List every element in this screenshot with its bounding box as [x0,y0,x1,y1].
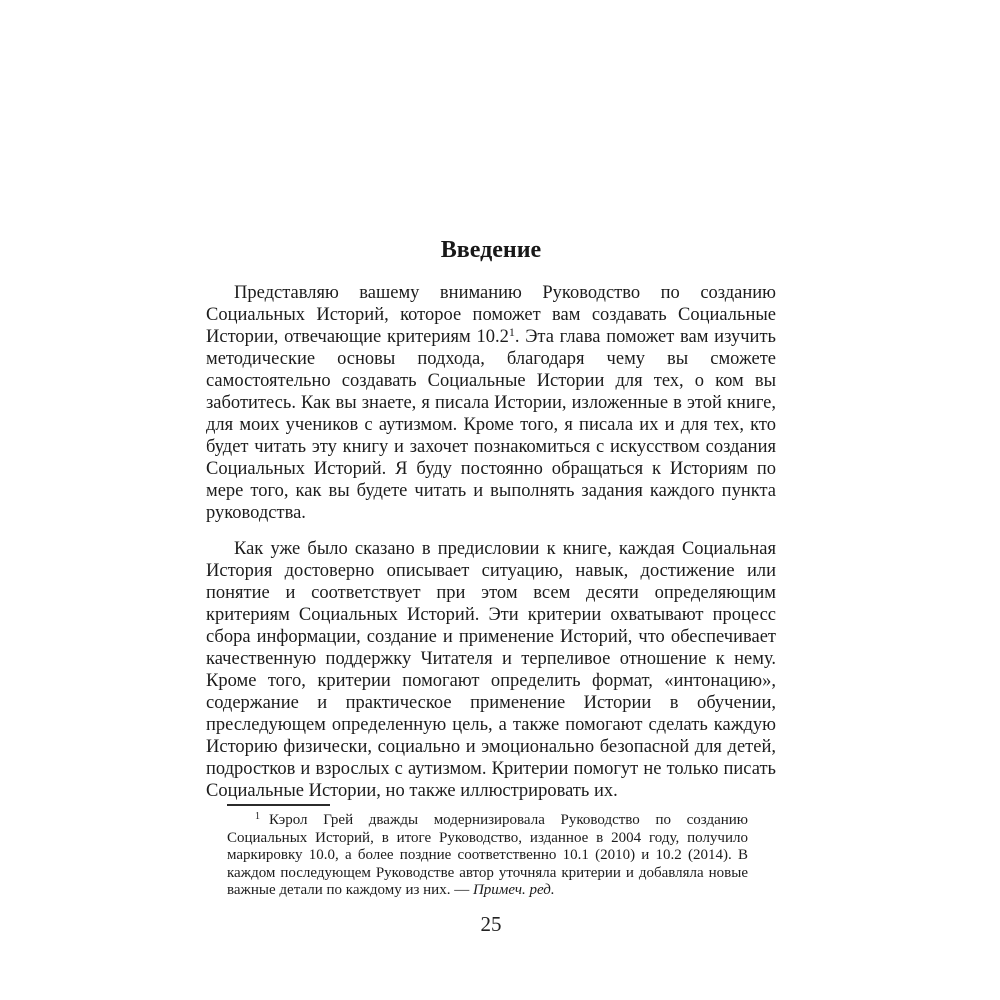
footnote-divider [227,804,330,806]
paragraph: Как уже было сказано в предисловии к книге, каждая Социальная История достоверно описывает ситуацию, навык, достижение или понятие и соответствует при этом всем десяти определяющим критериям Социальных Историй. Эти критерии охватывают процесс сбора информации, создание и применение Историй, что обеспечивает качественную поддержку Читателя и терпеливое отношение к нему. Кроме того, критерии помогают определить формат, «интонацию», содержание и практическое применение Истории в обучении, преследующем определенную цель, а также помогают сделать каждую Историю физически, социально и эмоционально безопасной для детей, подростков и взрослых с аутизмом. Критерии помогут не только писать Социальные Истории, но также иллюстрировать их. [206,539,776,801]
paragraph-text: . Эта глава поможет вам изучить методические основы подхода, благодаря чему вы сможете самостоятельно создавать Социальные Истории для тех, о ком вы заботитесь. Как вы знаете, я писала Истории, изложенные в этой книге, для моих учеников с аутизмом. Кроме того, я писала их и для тех, кто будет читать эту книгу и захочет познакомиться с искусством создания Социальных Историй. Я буду постоянно обращаться к Историям по мере того, как вы будете читать и выполнять задания каждого пункта руководства. [206,327,776,523]
footnote-reference: 1 [508,325,515,339]
footnote-source: Примеч. ред. [472,882,555,898]
body-text [206,282,776,805]
page-title: Введение [440,237,542,264]
paragraph-text: Представляю вашему вниманию Руководство по созданию Социальных Историй, которое поможет вам создавать Социальные Истории, отвечающие критериям 10.2 [206,283,776,347]
paragraph [206,282,776,524]
footnote-text: Кэрол Грей дважды модернизировала Руководство по созданию Социальных Историй, в итоге Руководство, изданное в 2004 году, получило маркировку 10.0, а более поздние соответственно 10.1 (2010) и 10.2 (2014). В каждом последующем Руководстве автор уточняла критерии и добавляла новые важные детали по каждому из них. — [227,812,748,898]
footnote-marker: 1 [255,811,260,822]
footnote [227,804,748,900]
footnote-paragraph [227,812,748,900]
page-number: 25 [480,912,502,936]
